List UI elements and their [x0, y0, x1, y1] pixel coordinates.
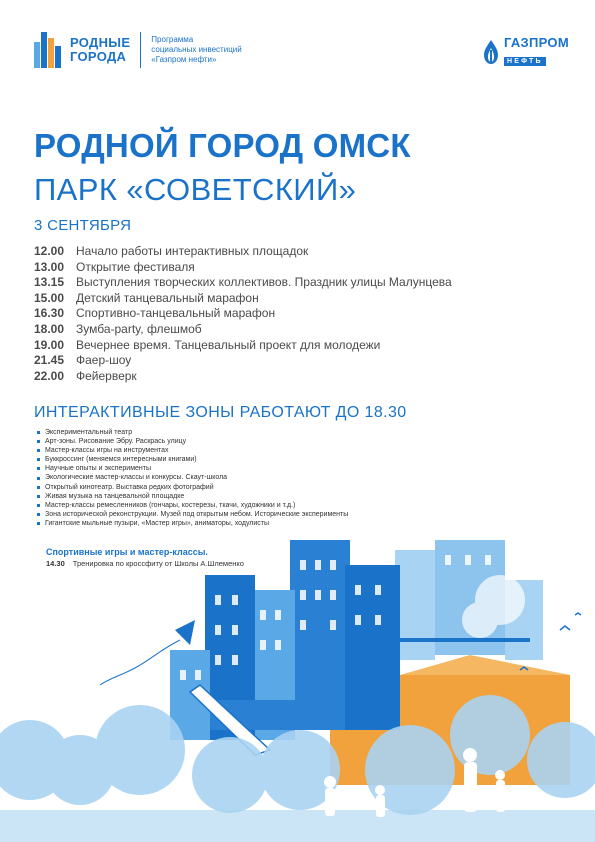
zone-item [37, 473, 457, 482]
schedule-row [34, 260, 554, 276]
bullet-icon [37, 486, 40, 489]
page-subtitle: ПАРК «СОВЕТСКИЙ» [34, 172, 357, 207]
schedule-time: 13.00 [34, 259, 65, 274]
zone-text: Буккроссинг (меняемся интересными книгами) [45, 456, 197, 464]
schedule-row [34, 306, 554, 322]
schedule-row [34, 291, 554, 307]
brand-divider [140, 32, 141, 68]
schedule-time: 13.15 [34, 275, 65, 290]
bullet-icon [37, 513, 40, 516]
zone-text: Арт-зоны. Рисование Эбру. Раскрась улицу [45, 438, 187, 446]
zone-item [37, 492, 457, 501]
program-line3: «Газпром нефти» [151, 55, 217, 64]
schedule-time: 12.00 [34, 244, 65, 258]
schedule-time: 18.00 [34, 321, 65, 336]
brand-name-line1: РОДНЫЕ [70, 35, 131, 50]
schedule-time: 19.00 [34, 337, 65, 352]
partner-logo [482, 36, 569, 68]
bullet-icon [37, 467, 40, 470]
zone-item [37, 428, 457, 437]
schedule-time: 22.00 [34, 368, 65, 383]
pale-tower [395, 550, 435, 660]
skyline-bars-icon [34, 32, 64, 68]
schedule-row [34, 353, 554, 369]
brand-name [70, 36, 130, 64]
kite-tail [100, 640, 180, 685]
ground [0, 810, 595, 842]
schedule-row [34, 275, 554, 291]
schedule-list [34, 244, 554, 384]
partner-name: ГАЗПРОМ [504, 35, 569, 50]
event-date: 3 СЕНТЯБРЯ [34, 217, 132, 234]
brand-logo [34, 32, 242, 68]
zone-item [37, 483, 457, 492]
zone-text: Открытый кинотеатр. Выставка редких фотографий [45, 483, 214, 491]
schedule-row [34, 244, 554, 260]
zone-text: Гигантские мыльные пузыри, «Мастер игры», аниматоры, ходулисты [45, 519, 270, 527]
sport-time: 14.30 [46, 559, 65, 568]
schedule-text: Детский танцевальный марафон [76, 290, 259, 305]
schedule-text: Фаер-шоу [76, 353, 132, 368]
schedule-text: Открытие фестиваля [76, 259, 195, 274]
terrace-railing [380, 638, 530, 642]
program-line2: социальных инвестиций [151, 45, 242, 54]
bullet-icon [37, 440, 40, 443]
schedule-text: Начало работы интерактивных площадок [76, 244, 309, 258]
flame-icon [482, 39, 500, 65]
schedule-time: 21.45 [34, 353, 65, 368]
schedule-text: Выступления творческих коллективов. Праздник улицы Малунцева [76, 275, 452, 290]
page-title: РОДНОЙ ГОРОД ОМСК [34, 127, 411, 164]
zone-text: Мастер-классы игры на инструментах [45, 447, 169, 455]
zone-text: Экологические мастер-классы и конкурсы. Скаут-школа [45, 474, 228, 482]
zone-text: Зона исторической реконструкции. Музей под открытым небом. Исторические эксперименты [45, 510, 349, 518]
schedule-text: Зумба-party, флешмоб [76, 321, 202, 336]
zone-item [37, 437, 457, 446]
program-caption [151, 35, 241, 65]
brand-name-line2: ГОРОДА [70, 49, 127, 64]
zone-text: Экспериментальный театр [45, 429, 133, 436]
partner-subname: НЕФТЬ [504, 57, 546, 66]
bullet-icon [37, 504, 40, 507]
bullet-icon [37, 477, 40, 480]
bullet-icon [37, 431, 40, 434]
bullet-icon [37, 495, 40, 498]
zone-item [37, 510, 457, 519]
zones-list [37, 428, 457, 528]
schedule-text: Вечернее время. Танцевальный проект для молодежи [76, 337, 381, 352]
blue-tower-2 [345, 565, 400, 730]
sport-title: Спортивные игры и мастер-классы. [46, 547, 208, 557]
schedule-row [34, 338, 554, 354]
zone-text: Мастер-классы ремесленников (гончары, костерезы, ткачи, художники и т.д.) [45, 501, 296, 509]
zone-item [37, 455, 457, 464]
schedule-time: 16.30 [34, 306, 65, 321]
zone-text: Живая музыка на танцевальной площадке [45, 492, 185, 500]
bullet-icon [37, 458, 40, 461]
program-line1: Программа [151, 35, 194, 44]
bullet-icon [37, 449, 40, 452]
zones-title: ИНТЕРАКТИВНЫЕ ЗОНЫ РАБОТАЮТ ДО 18.30 [34, 404, 407, 421]
schedule-row [34, 322, 554, 338]
zone-item [37, 501, 457, 510]
sport-text: Тренировка по кроссфиту от Школы А.Шлеменко [72, 559, 244, 568]
city-park-illustration [0, 520, 595, 842]
schedule-text: Фейерверк [76, 368, 137, 383]
schedule-row [34, 369, 554, 385]
zone-item [37, 446, 457, 455]
zone-item [37, 464, 457, 473]
zone-text: Научные опыты и эксперименты [45, 465, 152, 473]
schedule-text: Спортивно-танцевальный марафон [76, 306, 276, 321]
schedule-time: 15.00 [34, 290, 65, 305]
